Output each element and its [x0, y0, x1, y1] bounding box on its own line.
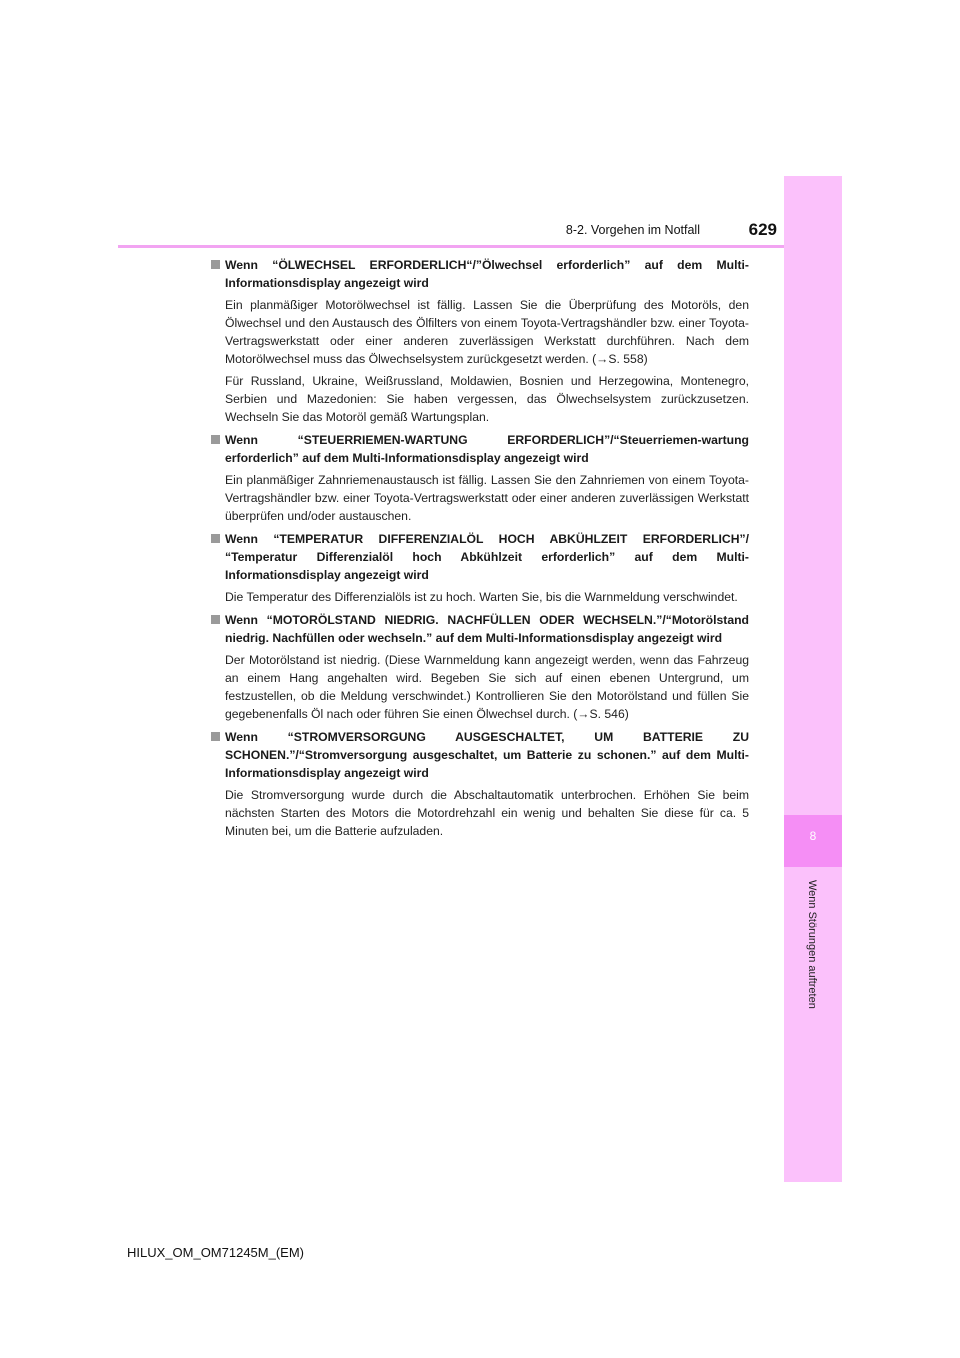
chapter-number: 8: [809, 829, 817, 843]
paragraph: Die Stromversorgung wurde durch die Abschaltautomatik unterbrochen. Erhöhen Sie beim nächsten Starten des Motors die Motordrehzahl ein wenig und behalten Sie diese für ca. 5 Minuten bei, um die Batterie aufzuladen.: [225, 788, 749, 838]
section-heading: Wenn “STROMVERSORGUNG AUSGESCHALTET, UM BATTERIE ZU SCHONEN.”/“Stromversorgung ausgeschaltet, um Batterie zu schonen.” auf dem Multi-Informationsdisplay angezeigt wird: [211, 728, 749, 782]
section-differential-oil: [211, 530, 749, 606]
paragraph: Ein planmäßiger Zahnriemenaustausch ist fällig. Lassen Sie den Zahnriemen von einem Toyota-Vertragshändler bzw. einer Toyota-Vertragswerkstatt oder einer anderen zuverlässigen Werkstatt überprüfen und/oder austauschen.: [225, 473, 749, 523]
chapter-title: Wenn Störungen auftreten: [806, 880, 818, 1009]
page-content: [211, 256, 749, 845]
paragraph: Die Temperatur des Differenzialöls ist zu hoch. Warten Sie, bis die Warnmeldung verschwindet.: [225, 590, 738, 604]
square-bullet-icon: [211, 615, 220, 624]
section-heading: Wenn “MOTORÖLSTAND NIEDRIG. NACHFÜLLEN ODER WECHSELN.”/“Motorölstand niedrig. Nachfüllen oder wechseln.” auf dem Multi-Informationsdisplay angezeigt wird: [211, 611, 749, 647]
chapter-side-tab: [784, 176, 842, 1182]
paragraph: Für Russland, Ukraine, Weißrussland, Moldawien, Bosnien und Herzegowina, Montenegro, Serbien und Mazedonien: Sie haben vergessen, das Ölwechselsystem zurückzusetzen. Wechseln Sie das Motoröl gemäß Wartungsplan.: [225, 374, 749, 424]
header-rule: [118, 245, 784, 248]
square-bullet-icon: [211, 435, 220, 444]
paragraph: Der Motorölstand ist niedrig. (Diese Warnmeldung kann angezeigt werden, wenn das Fahrzeug an einem Hang angehalten wird. Begeben Sie sich auf einen ebenen Untergrund, um festzustellen, ob die Meldung verschwindet.) Kontrollieren Sie den Motorölstand und füllen Sie gegebenenfalls Öl nach oder führen Sie einen Ölwechsel durch. (→S. 546): [225, 653, 749, 721]
section-timing-belt: [211, 431, 749, 525]
section-heading: Wenn “TEMPERATUR DIFFERENZIALÖL HOCH ABKÜHLZEIT ERFORDERLICH”/ “Temperatur Differenzialöl hoch Abkühlzeit erforderlich” auf dem Multi-Informationsdisplay angezeigt wird: [211, 530, 749, 584]
section-oil-level: [211, 611, 749, 723]
section-oil-change: [211, 256, 749, 426]
section-heading: Wenn “STEUERRIEMEN-WARTUNG ERFORDERLICH”/“Steuerriemen-wartung erforderlich” auf dem Multi-Informationsdisplay angezeigt wird: [211, 431, 749, 467]
square-bullet-icon: [211, 260, 220, 269]
section-power-off: [211, 728, 749, 840]
document-code: HILUX_OM_OM71245M_(EM): [127, 1245, 304, 1260]
section-heading: Wenn “ÖLWECHSEL ERFORDERLICH“/”Ölwechsel erforderlich” auf dem Multi-Informationsdisplay angezeigt wird: [211, 256, 749, 292]
section-title: 8-2. Vorgehen im Notfall: [565, 223, 700, 237]
square-bullet-icon: [211, 732, 220, 741]
page-number: 629: [748, 220, 777, 239]
paragraph: Ein planmäßiger Motorölwechsel ist fällig. Lassen Sie die Überprüfung des Motoröls, den Ölwechsel und den Austausch des Ölfilters von einem Toyota-Vertragshändler bzw. einer Toyota-Vertragswerkstatt oder einer anderen zuverlässigen Werkstatt durchführen. Nach dem Motorölwechsel muss das Ölwechselsystem zurückgesetzt werden. (→S. 558): [225, 298, 749, 366]
square-bullet-icon: [211, 534, 220, 543]
